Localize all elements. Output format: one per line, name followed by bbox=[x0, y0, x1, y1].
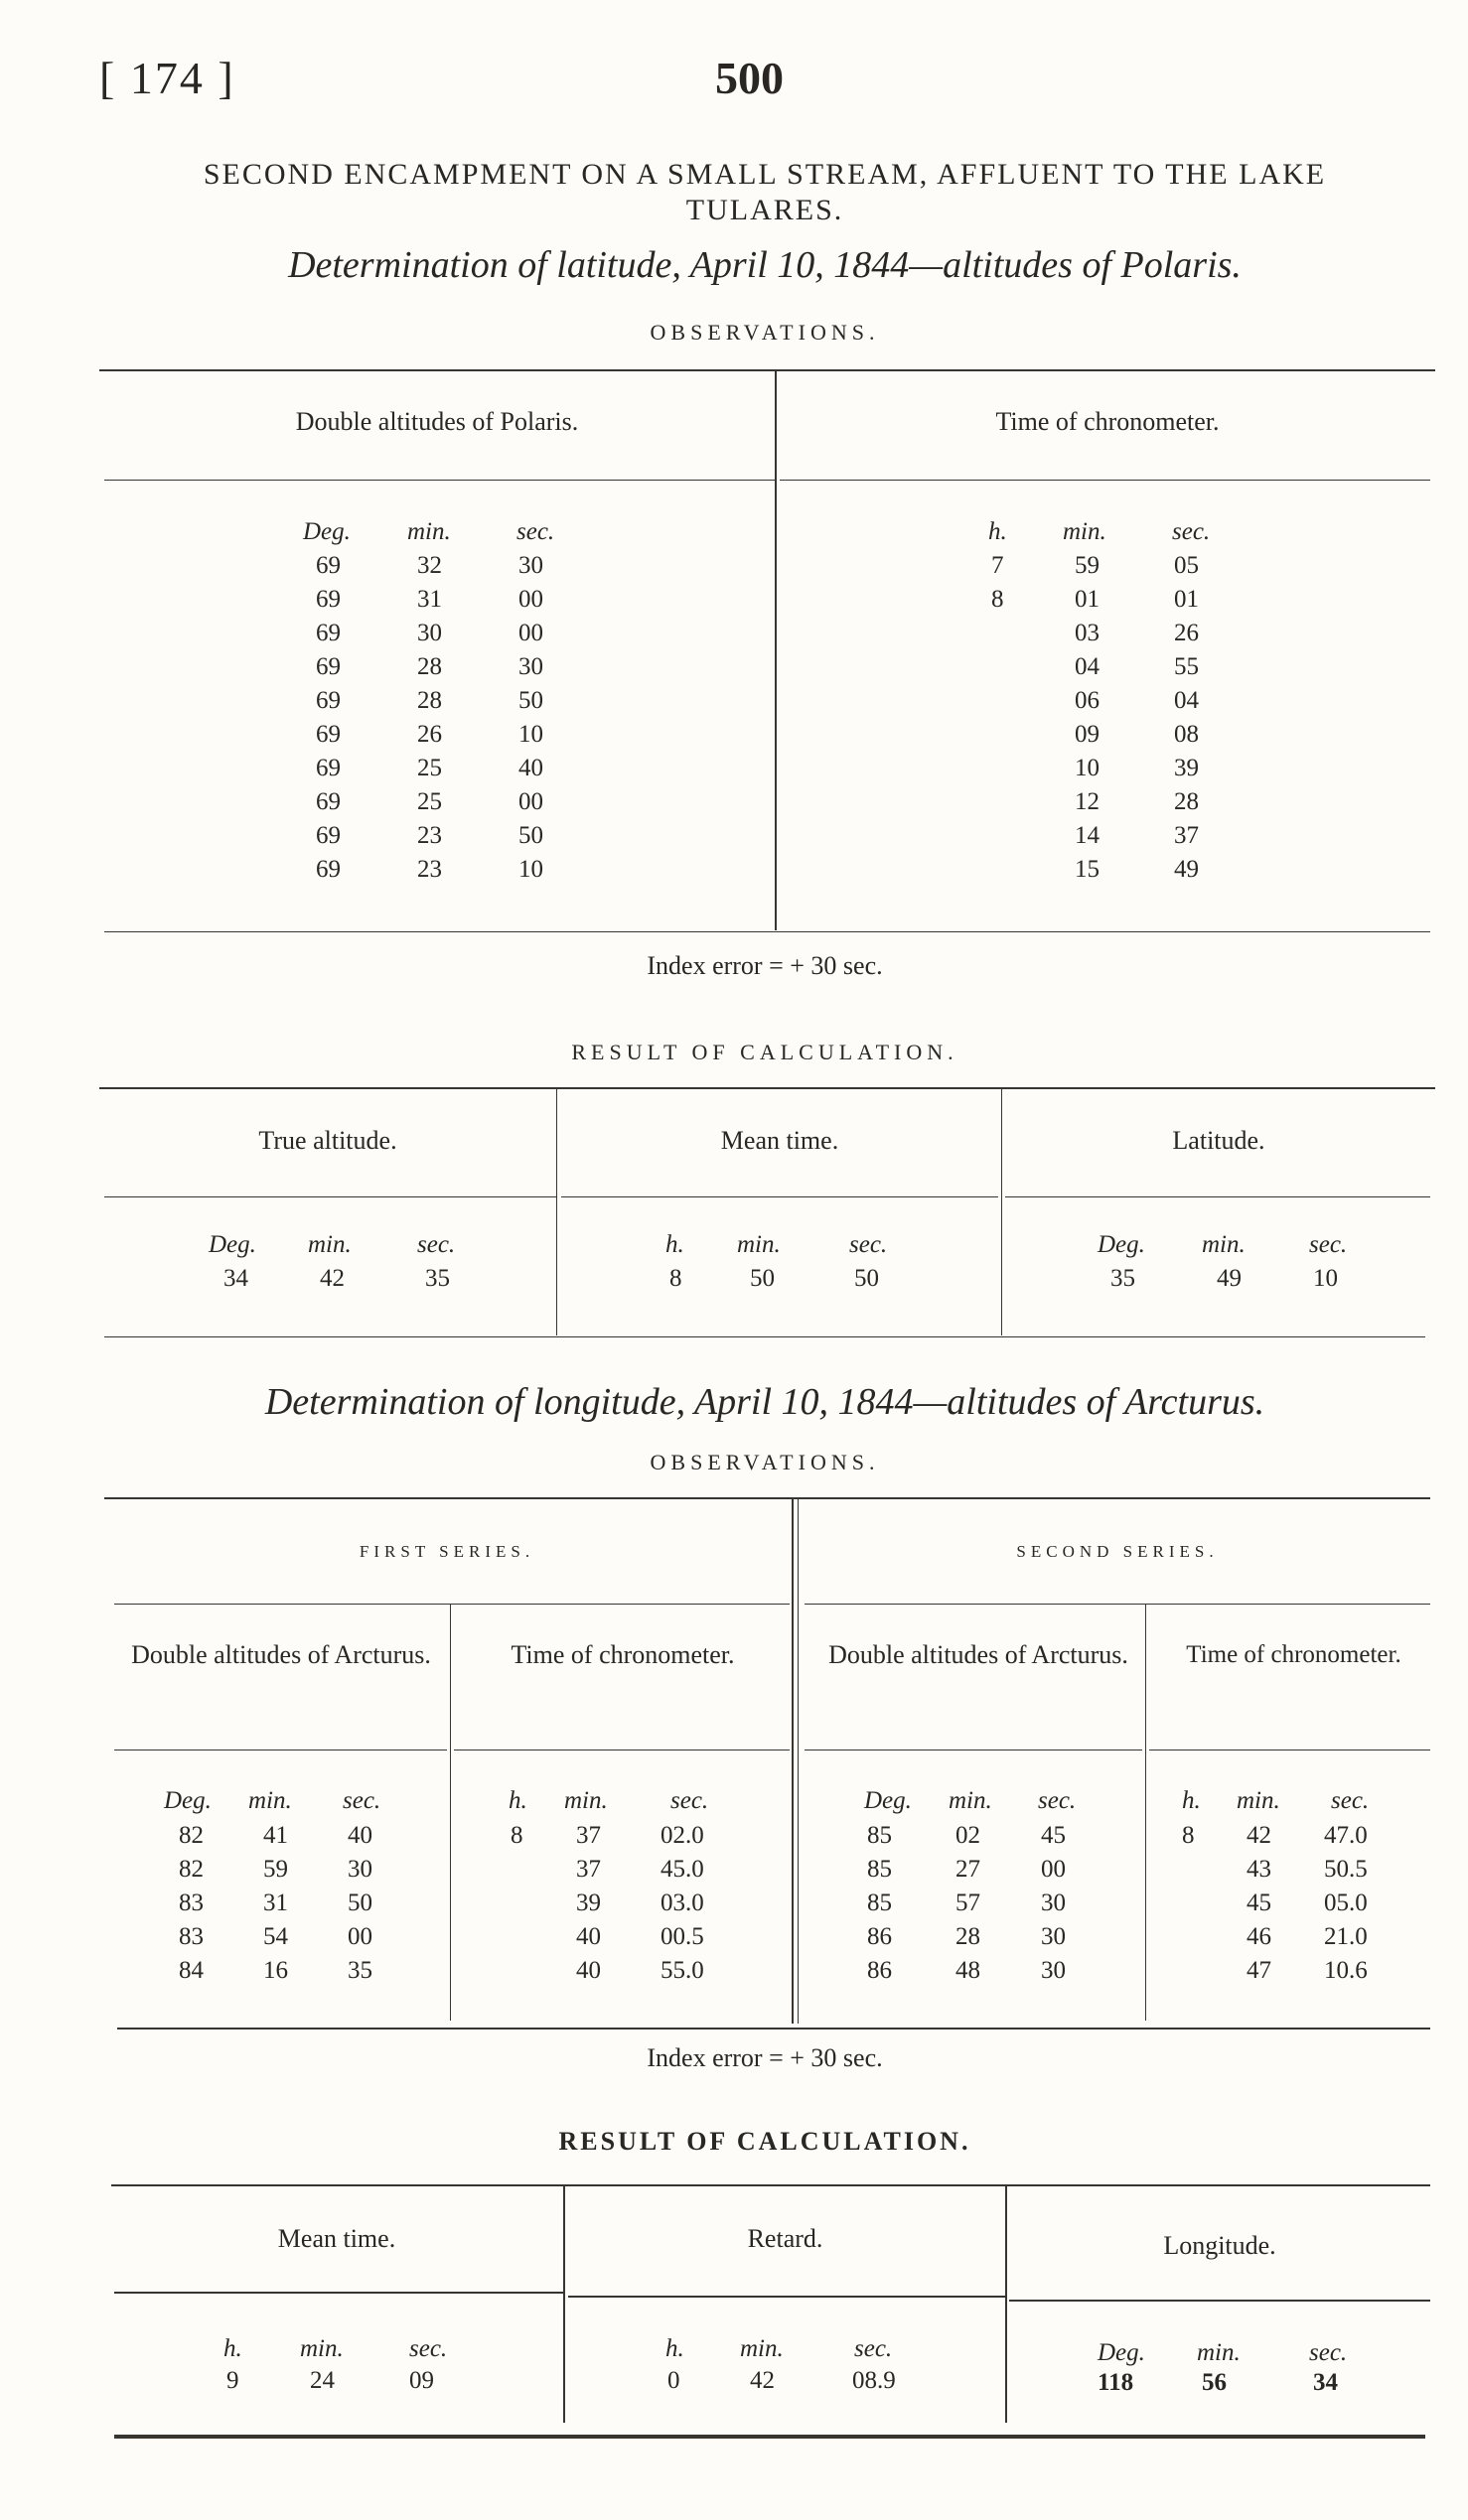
col-time-chronometer: Time of chronometer. bbox=[995, 407, 1220, 436]
first-series-cell-h: 8 bbox=[511, 1822, 523, 1849]
unit-sec: sec. bbox=[849, 1231, 888, 1258]
col-time-chronometer-1: Time of chronometer. bbox=[511, 1640, 735, 1669]
latitude-cell-deg: 69 bbox=[316, 552, 341, 579]
unit-min: min. bbox=[1197, 2339, 1241, 2366]
result-mean-time-h: 9 bbox=[226, 2367, 239, 2394]
longitude-index-error: Index error = + 30 sec. bbox=[647, 2043, 883, 2072]
result-true-altitude-sec: 35 bbox=[425, 1265, 450, 1292]
unit-sec: sec. bbox=[417, 1231, 456, 1258]
result-retard-min: 42 bbox=[750, 2367, 775, 2394]
result-mean-time-min: 24 bbox=[310, 2367, 335, 2394]
second-series-label: SECOND SERIES. bbox=[1016, 1542, 1219, 1561]
latitude-cell-tsec: 39 bbox=[1174, 755, 1199, 781]
second-series-cell-tmin: 42 bbox=[1247, 1822, 1271, 1849]
col-latitude: Latitude. bbox=[1172, 1126, 1265, 1155]
col-double-altitudes-arcturus-1: Double altitudes of Arcturus. bbox=[131, 1640, 431, 1669]
latitude-cell-min: 26 bbox=[417, 721, 442, 748]
unit-min: min. bbox=[740, 2335, 784, 2362]
first-series-cell-min: 54 bbox=[263, 1923, 288, 1950]
latitude-cell-tsec: 04 bbox=[1174, 687, 1199, 714]
second-series-cell-min: 02 bbox=[955, 1822, 980, 1849]
latitude-cell-deg: 69 bbox=[316, 586, 341, 613]
first-series-cell-deg: 83 bbox=[179, 1923, 204, 1950]
col-retard: Retard. bbox=[747, 2224, 823, 2253]
second-series-cell-min: 48 bbox=[955, 1957, 980, 1984]
latitude-cell-h: 8 bbox=[991, 586, 1004, 613]
latitude-result-label: RESULT OF CALCULATION. bbox=[571, 1040, 958, 1064]
second-series-cell-tmin: 46 bbox=[1247, 1923, 1271, 1950]
first-series-cell-deg: 84 bbox=[179, 1957, 204, 1984]
unit-deg: Deg. bbox=[164, 1787, 212, 1814]
latitude-cell-min: 30 bbox=[417, 620, 442, 646]
unit-sec: sec. bbox=[516, 518, 555, 545]
first-series-cell-deg: 82 bbox=[179, 1822, 204, 1849]
longitude-heading: Determination of longitude, April 10, 1844—altitudes of Arcturus. bbox=[264, 1381, 1265, 1423]
second-series-cell-h: 8 bbox=[1182, 1822, 1195, 1849]
result-retard-h: 0 bbox=[667, 2367, 680, 2394]
unit-h: h. bbox=[1182, 1787, 1201, 1814]
first-series-label: FIRST SERIES. bbox=[359, 1542, 535, 1561]
second-series-cell-tsec: 47.0 bbox=[1324, 1822, 1368, 1849]
second-series-cell-sec: 30 bbox=[1041, 1957, 1066, 1984]
latitude-cell-deg: 69 bbox=[316, 788, 341, 815]
first-series-cell-sec: 30 bbox=[348, 1856, 372, 1883]
unit-min: min. bbox=[1063, 518, 1106, 545]
unit-min: min. bbox=[737, 1231, 781, 1258]
unit-deg: Deg. bbox=[209, 1231, 256, 1258]
first-series-cell-tsec: 55.0 bbox=[661, 1957, 704, 1984]
second-series-cell-tmin: 43 bbox=[1247, 1856, 1271, 1883]
second-series-cell-sec: 00 bbox=[1041, 1856, 1066, 1883]
first-series-cell-min: 31 bbox=[263, 1890, 288, 1916]
col-time-chronometer-2: Time of chronometer. bbox=[1186, 1641, 1401, 1668]
latitude-cell-sec: 00 bbox=[518, 788, 543, 815]
second-series-cell-tsec: 05.0 bbox=[1324, 1890, 1368, 1916]
unit-min: min. bbox=[248, 1787, 292, 1814]
longitude-result-label: RESULT OF CALCULATION. bbox=[558, 2127, 971, 2156]
section-title-line2: TULARES. bbox=[685, 194, 844, 226]
latitude-cell-tmin: 03 bbox=[1075, 620, 1100, 646]
first-series-cell-deg: 83 bbox=[179, 1890, 204, 1916]
result-mean-time-sec: 50 bbox=[854, 1265, 879, 1292]
result-latitude-min: 49 bbox=[1217, 1265, 1242, 1292]
first-series-cell-min: 16 bbox=[263, 1957, 288, 1984]
latitude-cell-tmin: 10 bbox=[1075, 755, 1100, 781]
first-series-cell-tmin: 40 bbox=[576, 1923, 601, 1950]
col-longitude: Longitude. bbox=[1163, 2231, 1276, 2260]
col-true-altitude: True altitude. bbox=[258, 1126, 397, 1155]
unit-min: min. bbox=[1202, 1231, 1246, 1258]
latitude-cell-min: 23 bbox=[417, 822, 442, 849]
second-series-cell-tsec: 21.0 bbox=[1324, 1923, 1368, 1950]
latitude-observations-label: OBSERVATIONS. bbox=[650, 320, 880, 345]
first-series-cell-sec: 40 bbox=[348, 1822, 372, 1849]
page-bracket-number: [ 174 ] bbox=[99, 53, 235, 103]
latitude-cell-sec: 00 bbox=[518, 586, 543, 613]
second-series-cell-sec: 30 bbox=[1041, 1923, 1066, 1950]
latitude-cell-min: 25 bbox=[417, 788, 442, 815]
second-series-cell-deg: 85 bbox=[867, 1822, 892, 1849]
unit-min: min. bbox=[949, 1787, 992, 1814]
unit-sec: sec. bbox=[1172, 518, 1211, 545]
result-mean-time-h: 8 bbox=[669, 1265, 682, 1292]
result-mean-time-min: 50 bbox=[750, 1265, 775, 1292]
latitude-cell-tsec: 37 bbox=[1174, 822, 1199, 849]
latitude-cell-deg: 69 bbox=[316, 856, 341, 883]
second-series-cell-tmin: 45 bbox=[1247, 1890, 1271, 1916]
page-number: 500 bbox=[715, 53, 784, 103]
latitude-index-error: Index error = + 30 sec. bbox=[647, 951, 883, 980]
second-series-cell-deg: 85 bbox=[867, 1890, 892, 1916]
unit-deg: Deg. bbox=[1098, 2339, 1145, 2366]
unit-sec: sec. bbox=[343, 1787, 381, 1814]
latitude-cell-tmin: 09 bbox=[1075, 721, 1100, 748]
latitude-cell-tmin: 12 bbox=[1075, 788, 1100, 815]
latitude-cell-sec: 40 bbox=[518, 755, 543, 781]
unit-min: min. bbox=[300, 2335, 344, 2362]
result-true-altitude-deg: 34 bbox=[223, 1265, 248, 1292]
unit-h: h. bbox=[223, 2335, 242, 2362]
second-series-cell-tsec: 50.5 bbox=[1324, 1856, 1368, 1883]
col-mean-time: Mean time. bbox=[720, 1126, 839, 1155]
latitude-cell-tsec: 05 bbox=[1174, 552, 1199, 579]
latitude-cell-deg: 69 bbox=[316, 687, 341, 714]
latitude-cell-tmin: 59 bbox=[1075, 552, 1100, 579]
second-series-cell-deg: 86 bbox=[867, 1957, 892, 1984]
first-series-cell-sec: 00 bbox=[348, 1923, 372, 1950]
unit-h: h. bbox=[665, 1231, 684, 1258]
unit-sec: sec. bbox=[1309, 2339, 1348, 2366]
first-series-cell-tsec: 03.0 bbox=[661, 1890, 704, 1916]
latitude-cell-min: 32 bbox=[417, 552, 442, 579]
latitude-cell-tmin: 04 bbox=[1075, 653, 1100, 680]
unit-h: h. bbox=[509, 1787, 527, 1814]
latitude-cell-tsec: 08 bbox=[1174, 721, 1199, 748]
col-double-altitudes-polaris: Double altitudes of Polaris. bbox=[295, 407, 579, 436]
second-series-cell-sec: 30 bbox=[1041, 1890, 1066, 1916]
first-series-cell-tmin: 39 bbox=[576, 1890, 601, 1916]
result-latitude-deg: 35 bbox=[1110, 1265, 1135, 1292]
unit-deg: Deg. bbox=[303, 518, 351, 545]
unit-min: min. bbox=[308, 1231, 352, 1258]
unit-sec: sec. bbox=[1309, 1231, 1348, 1258]
unit-deg: Deg. bbox=[864, 1787, 912, 1814]
first-series-cell-sec: 50 bbox=[348, 1890, 372, 1916]
latitude-cell-tmin: 06 bbox=[1075, 687, 1100, 714]
result-latitude-sec: 10 bbox=[1313, 1265, 1338, 1292]
result-longitude-deg: 118 bbox=[1098, 2369, 1134, 2396]
result-longitude-min: 56 bbox=[1202, 2369, 1227, 2396]
unit-sec: sec. bbox=[1038, 1787, 1077, 1814]
second-series-cell-tmin: 47 bbox=[1247, 1957, 1271, 1984]
latitude-cell-min: 28 bbox=[417, 653, 442, 680]
second-series-cell-tsec: 10.6 bbox=[1324, 1957, 1368, 1984]
second-series-cell-min: 57 bbox=[955, 1890, 980, 1916]
unit-h: h. bbox=[665, 2335, 684, 2362]
unit-sec: sec. bbox=[670, 1787, 709, 1814]
result-mean-time-sec: 09 bbox=[409, 2367, 434, 2394]
latitude-cell-sec: 50 bbox=[518, 687, 543, 714]
latitude-cell-tmin: 14 bbox=[1075, 822, 1100, 849]
latitude-cell-tmin: 15 bbox=[1075, 856, 1100, 883]
first-series-cell-tsec: 02.0 bbox=[661, 1822, 704, 1849]
latitude-cell-sec: 10 bbox=[518, 856, 543, 883]
latitude-cell-tmin: 01 bbox=[1075, 586, 1100, 613]
latitude-cell-min: 31 bbox=[417, 586, 442, 613]
latitude-cell-tsec: 01 bbox=[1174, 586, 1199, 613]
unit-deg: Deg. bbox=[1098, 1231, 1145, 1258]
col-double-altitudes-arcturus-2: Double altitudes of Arcturus. bbox=[828, 1640, 1128, 1669]
second-series-cell-deg: 85 bbox=[867, 1856, 892, 1883]
result-true-altitude-min: 42 bbox=[320, 1265, 345, 1292]
first-series-cell-min: 41 bbox=[263, 1822, 288, 1849]
first-series-cell-sec: 35 bbox=[348, 1957, 372, 1984]
section-title-line1: SECOND ENCAMPMENT ON A SMALL STREAM, AFFLUENT TO THE LAKE bbox=[203, 158, 1327, 191]
unit-min: min. bbox=[407, 518, 451, 545]
latitude-cell-tsec: 26 bbox=[1174, 620, 1199, 646]
latitude-cell-tsec: 28 bbox=[1174, 788, 1199, 815]
first-series-cell-min: 59 bbox=[263, 1856, 288, 1883]
first-series-cell-tsec: 00.5 bbox=[661, 1923, 704, 1950]
unit-sec: sec. bbox=[409, 2335, 448, 2362]
unit-sec: sec. bbox=[1331, 1787, 1370, 1814]
longitude-observations-label: OBSERVATIONS. bbox=[650, 1450, 880, 1474]
latitude-cell-sec: 10 bbox=[518, 721, 543, 748]
col-mean-time: Mean time. bbox=[277, 2224, 396, 2253]
unit-min: min. bbox=[564, 1787, 608, 1814]
unit-h: h. bbox=[988, 518, 1007, 545]
unit-min: min. bbox=[1237, 1787, 1280, 1814]
section-title bbox=[89, 157, 1440, 228]
latitude-cell-sec: 50 bbox=[518, 822, 543, 849]
second-series-cell-deg: 86 bbox=[867, 1923, 892, 1950]
latitude-cell-sec: 30 bbox=[518, 653, 543, 680]
latitude-cell-min: 28 bbox=[417, 687, 442, 714]
result-longitude-sec: 34 bbox=[1313, 2369, 1338, 2396]
second-series-cell-sec: 45 bbox=[1041, 1822, 1066, 1849]
second-series-cell-min: 27 bbox=[955, 1856, 980, 1883]
latitude-cell-sec: 00 bbox=[518, 620, 543, 646]
latitude-cell-deg: 69 bbox=[316, 755, 341, 781]
first-series-cell-tmin: 37 bbox=[576, 1822, 601, 1849]
latitude-cell-deg: 69 bbox=[316, 653, 341, 680]
first-series-cell-tmin: 37 bbox=[576, 1856, 601, 1883]
latitude-cell-tsec: 49 bbox=[1174, 856, 1199, 883]
latitude-cell-deg: 69 bbox=[316, 721, 341, 748]
latitude-cell-sec: 30 bbox=[518, 552, 543, 579]
second-series-cell-min: 28 bbox=[955, 1923, 980, 1950]
first-series-cell-tsec: 45.0 bbox=[661, 1856, 704, 1883]
latitude-cell-deg: 69 bbox=[316, 620, 341, 646]
result-retard-sec: 08.9 bbox=[852, 2367, 896, 2394]
latitude-cell-h: 7 bbox=[991, 552, 1004, 579]
latitude-cell-tsec: 55 bbox=[1174, 653, 1199, 680]
unit-sec: sec. bbox=[854, 2335, 893, 2362]
latitude-cell-min: 25 bbox=[417, 755, 442, 781]
first-series-cell-tmin: 40 bbox=[576, 1957, 601, 1984]
latitude-cell-min: 23 bbox=[417, 856, 442, 883]
latitude-cell-deg: 69 bbox=[316, 822, 341, 849]
first-series-cell-deg: 82 bbox=[179, 1856, 204, 1883]
latitude-heading: Determination of latitude, April 10, 1844—altitudes of Polaris. bbox=[288, 244, 1242, 286]
